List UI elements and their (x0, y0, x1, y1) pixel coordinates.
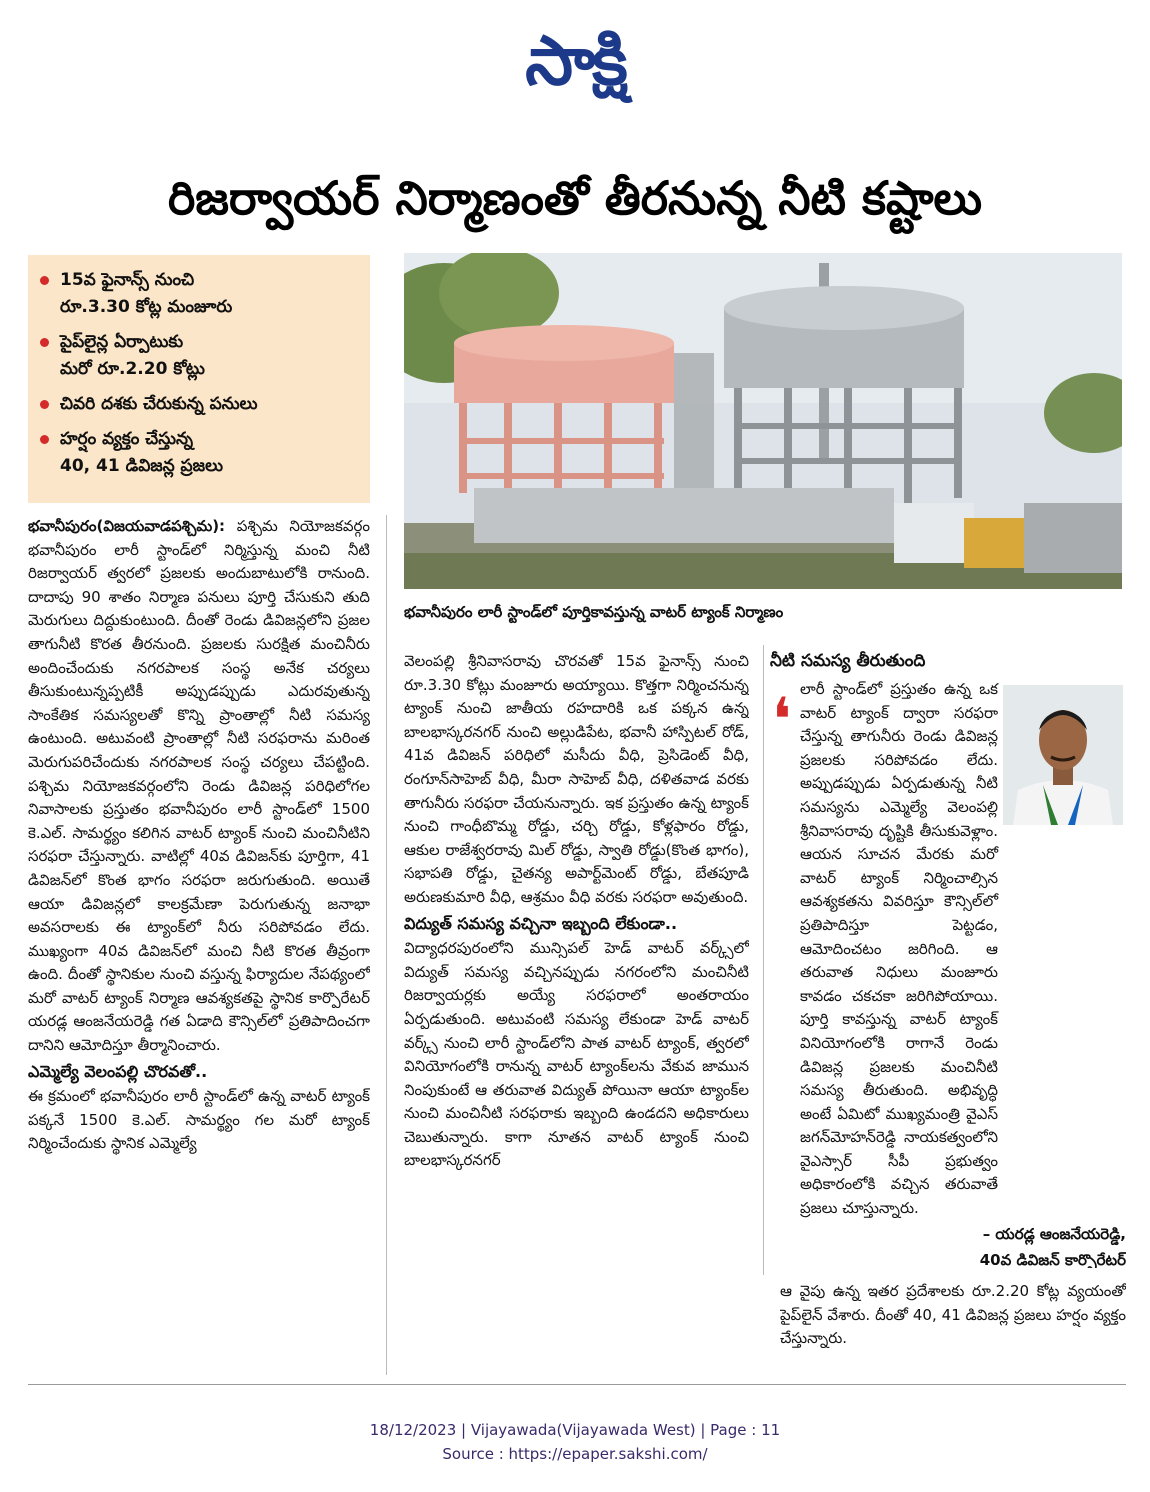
highlight-line: చివరి దశకు చేరుకున్న పనులు (60, 394, 258, 414)
water-tank-photo (404, 253, 1122, 589)
footer-dateline: 18/12/2023 | Vijayawada(Vijayawada West) | Page : 11 (369, 1421, 781, 1439)
quote-box (770, 648, 1126, 1268)
article-paragraph: వెలంపల్లి శ్రీనివాసరావు చొరవతో 15వ ఫైనాన్స్ నుంచి రూ.3.30 కోట్లు మంజూరు అయ్యాయి. కొత్తగా నిర్మించనున్న ట్యాంక్ నుంచి జాతీయ రహదారికి ఒక పక్కన ఉన్న బాలభాస్కరనగర్ నుంచి అల్లుడిపేట, భవానీ హాస్పిటల్ రోడ్, 41వ డివిజన్ పరిధిలో మసీదు వీధి, ప్రెసిడెంట్ వీధి, రంగూన్‌సాహెబ్ వీధి, మీరా సాహెబ్ వీధి, దళితవాడ వరకు తాగునీరు సరఫరా చేయనున్నారు. ఇక ప్రస్తుతం ఉన్న ట్యాంక్ నుంచి గాంధీబొమ్మ రోడ్డు, చర్చి రోడ్డు, కోళ్లఫారం రోడ్డు, ఆకుల రాజేశ్వరరావు మిల్ రోడ్డు, స్వాతి రోడ్డు(కొంత భాగం), సభాపతి రోడ్డు, చైతన్య అపార్ట్‌మెంట్ రోడ్డు, బేతపూడి అరుణకుమారి వీధి, ఆశ్రమం వీధి వరకు సరఫరా అవుతుంది. (404, 652, 749, 906)
quote-text: లారీ స్టాండ్‌లో ప్రస్తుతం ఉన్న ఒక వాటర్ ట్యాంక్ ద్వారా సరఫరా చేస్తున్న తాగునీరు రెండు డివిజన్ల ప్రజలకు సరిపోవడం లేదు. అప్పుడప్పుడు ఏర్పడుతున్న నీటి సమస్యను ఎమ్మెల్యే వెలంపల్లి శ్రీనివాసరావు దృష్టికి తీసుకువెళ్లాం. ఆయన సూచన మేరకు మరో వాటర్ ట్యాంక్ నిర్మించాల్సిన ఆవశ్యకతను వివరిస్తూ కౌన్సిల్‌లో ప్రతిపాదిస్తూ పెట్టడం, ఆమోదించటం జరిగింది. ఆ తరువాత నిధులు మంజూరు కావడం చకచకా జరిగిపోయాయి. పూర్తి కావస్తున్న వాటర్ ట్యాంక్ వినియోగంలోకి రాగానే రెండు డివిజన్ల ప్రజలకు మంచినీటి సమస్య తీరుతుంది. అభివృద్ధి అంటే ఏమిటో ముఖ్యమంత్రి వైఎస్ జగన్‌మోహన్‌రెడ్డి నాయకత్వంలోని వైఎస్సార్ సీపీ ప్రభుత్వం అధికారంలోకి వచ్చిన తరువాతే ప్రజలు చూస్తున్నారు. (800, 680, 998, 1218)
article-paragraph (28, 515, 370, 1058)
article-paragraph: ఈ క్రమంలో భవానీపురం లారీ స్టాండ్‌లో ఉన్న వాటర్ ట్యాంక్ పక్కనే 1500 కె.ఎల్. సామర్థ్యం గల మరో ట్యాంక్ నిర్మించేందుకు స్థానిక ఎమ్మెల్యే (28, 1087, 370, 1153)
highlight-item (38, 329, 360, 383)
highlight-line: హర్షం వ్యక్తం చేస్తున్న (60, 429, 193, 449)
highlight-item (38, 426, 360, 480)
dateline: భవానీపురం(విజయవాడపశ్చిమ): (28, 517, 226, 535)
photo-caption: భవానీపురం లారీ స్టాండ్‌లో పూర్తికావస్తున్న వాటర్ ట్యాంక్ నిర్మాణం (404, 603, 784, 621)
highlight-line: రూ.3.30 కోట్ల మంజూరు (60, 297, 233, 317)
column-divider (386, 515, 387, 1375)
footer (0, 1418, 1150, 1466)
quote-mark-icon: ❛ (772, 685, 792, 755)
article-paragraph: ఆ వైపు ఉన్న ఇతర ప్రదేశాలకు రూ.2.20 కోట్ల వ్యయంతో పైప్‌లైన్ వేశారు. దీంతో 40, 41 డివిజన్ల ప్రజలు హర్షం వ్యక్తం చేస్తున్నారు. (780, 1282, 1126, 1348)
highlight-line: మరో రూ.2.20 కోట్లు (60, 359, 205, 379)
page-headline: రిజర్వాయర్ నిర్మాణంతో తీరనున్న నీటి కష్టాలు (167, 171, 983, 225)
footer-source: Source : https://epaper.sakshi.com/ (442, 1445, 708, 1463)
article-column-2 (404, 650, 749, 1370)
paragraph-text: పశ్చిమ నియోజకవర్గం భవానీపురం లారీ స్టాండ్‌లో నిర్మిస్తున్న మంచి నీటి రిజర్వాయర్ త్వరలో ప్రజలకు అందుబాటులోకి రానుంది. దాదాపు 90 శాతం నిర్మాణ పనులు పూర్తి చేసుకుని తుది మెరుగులు దిద్దుకుంటుంది. దీంతో రెండు డివిజన్లలోని ప్రజల తాగునీటి కొరత తీరనుంది. ప్రజలకు సురక్షిత మంచినీరు అందించేందుకు నగరపాలక సంస్థ అనేక చర్యలు తీసుకుంటున్నప్పటికీ అప్పుడప్పుడు ఎదురవుతున్న సాంకేతిక సమస్యలతో కొన్ని ప్రాంతాల్లో నీటి సమస్య ఉంటుంది. అటువంటి ప్రాంతాల్లో నీటి సరఫరాను మరింత మెరుగుపరిచేందుకు నగరపాలక సంస్థ చర్యలు చేపట్టింది. పశ్చిమ నియోజకవర్గంలోని రెండు డివిజన్ల పరిధిలోగల నివాసాలకు ప్రస్తుతం భవానీపురం లారీ స్టాండ్‌లో 1500 కె.ఎల్. సామర్థ్యం కలిగిన వాటర్ ట్యాంక్ నుంచి మంచినీటిని సరఫరా చేస్తున్నారు. వాటిల్లో 40వ డివిజన్‌కు పూర్తిగా, 41 డివిజన్‌లో కొంత భాగం సరఫరా జరుగుతుంది. అయితే ఆయా డివిజన్లలో కాలక్రమేణా పెరుగుతున్న జనాభా అవసరాలకు ఈ ట్యాంక్‌లో నీరు సరిపోవడం లేదు. ముఖ్యంగా 40వ డివిజన్‌లో మంచి నీటి కొరత తీవ్రంగా ఉంది. దీంతో స్థానికుల నుంచి వస్తున్న ఫిర్యాదుల నేపథ్యంలో మరో వాటర్ ట్యాంక్ నిర్మాణ ఆవశ్యకతపై స్థానిక కార్పొరేటర్ యరడ్ల ఆంజనేయరెడ్డి గత ఏడాది కౌన్సిల్‌లో ప్రతిపాదించగా దానిని ఆమోదిస్తూ తీర్మానించారు. (28, 517, 370, 1055)
footer-divider (28, 1384, 1126, 1385)
bullet-icon (40, 435, 49, 444)
quote-attribution-role: 40వ డివిజన్ కార్పొరేటర్ (979, 1250, 1126, 1268)
article-column-3 (780, 1280, 1126, 1370)
highlight-line: 15వ ఫైనాన్స్ నుంచి (60, 270, 195, 290)
article-paragraph: విద్యాధరపురంలోని మున్సిపల్ హెడ్ వాటర్ వర్క్స్‌లో విద్యుత్ సమస్య వచ్చినప్పుడు నగరంలోని మంచినీటి రిజర్వాయర్లకు అయ్యే సరఫరాలో అంతరాయం ఏర్పడుతుంది. అటువంటి సమస్య లేకుండా హెడ్ వాటర్ వర్క్స్ నుంచి లారీ స్టాండ్‌లోని పాత వాటర్ ట్యాంక్, త్వరలో వినియోగంలోకి రానున్న వాటర్ ట్యాంక్‌లను వేకువ జామున నింపుకుంటే ఆ తరువాత విద్యుత్ పోయినా ఆయా ట్యాంక్‌ల నుంచి మంచినీటి సరఫరాకు ఇబ్బంది ఉండదని అధికారులు చెబుతున్నారు. కాగా నూతన వాటర్ ట్యాంక్ నుంచి బాలభాస్కరనగర్ (404, 939, 749, 1170)
quote-title: నీటి సమస్య తీరుతుంది (770, 651, 926, 671)
highlight-line: 40, 41 డివిజన్ల ప్రజలు (60, 456, 224, 476)
bullet-icon (40, 276, 49, 285)
subheading: ఎమ్మెల్యే వెలంపల్లి చొరవతో.. (28, 1061, 208, 1081)
masthead-logo: సాక్షి (525, 22, 625, 101)
bullet-icon (40, 400, 49, 409)
highlights-box (28, 255, 370, 503)
highlight-item (38, 391, 360, 418)
subheading: విద్యుత్ సమస్య వచ్చినా ఇబ్బంది లేకుండా.. (404, 913, 678, 933)
highlight-item (38, 267, 360, 321)
column-divider (763, 645, 764, 1275)
quote-attribution-name: – యరడ్ల ఆంజనేయరెడ్డి, (982, 1224, 1126, 1243)
highlight-line: పైప్‌లైన్ల ఏర్పాటుకు (60, 332, 184, 352)
bullet-icon (40, 338, 49, 347)
article-column-1 (28, 515, 370, 1375)
